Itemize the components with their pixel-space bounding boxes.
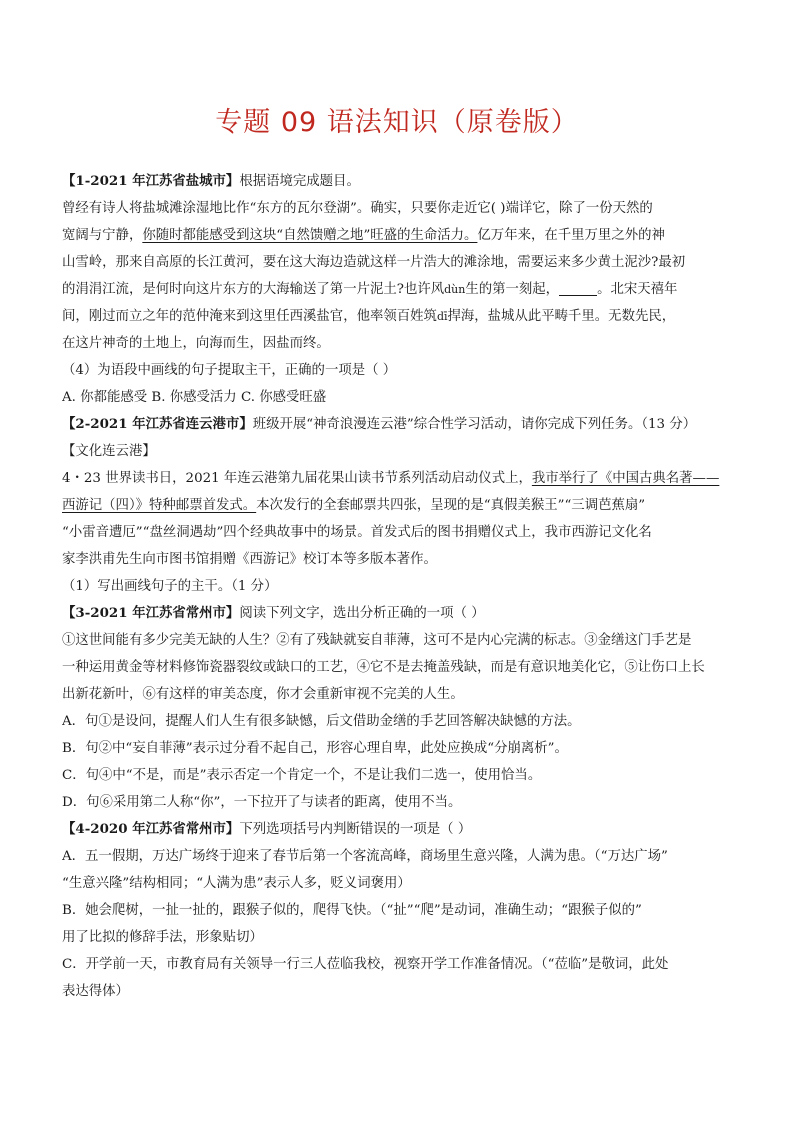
- q4-tag: 【4-2020 年江苏省常州市】: [62, 821, 240, 837]
- q4-option-c: C．开学前一天，市教育局有关领导一行三人莅临我校，视察开学工作准备情况。（“莅临”是敬词，此处: [62, 957, 669, 972]
- q2-passage-line: “小雷音遭厄”“盘丝洞遇劫”四个经典故事中的场景。首发式后的图书捐赠仪式上，我市西游记文化名: [62, 525, 652, 540]
- q2-text: 本次发行的全套邮票共四张，呈现的是“真假美猴王”“三调芭蕉扇”: [256, 498, 646, 513]
- q2-passage-line: [62, 465, 734, 492]
- q1-text: 的涓涓江流，是何时向这片东方的大海输送了第一片泥土?也许风: [62, 282, 445, 297]
- q4-option-b-cont: 用了比拟的修辞手法，形象贴切）: [62, 930, 263, 945]
- q3-option-a: A．句①是设问，提醒人们人生有很多缺憾，后文借助金缮的手艺回答解决缺憾的方法。: [62, 714, 581, 729]
- q4-option-b: B．她会爬树，一扯一扯的，跟猴子似的，爬得飞快。（“扯”“爬”是动词，准确生动；“跟猴子似的”: [62, 903, 642, 918]
- q1-subquestion: （4）为语段中画线的句子提取主干，正确的一项是（ ）: [62, 363, 397, 378]
- q2-intro: 班级开展“神奇浪漫连云港”综合性学习活动，请你完成下列任务。（13 分）: [252, 417, 697, 432]
- q3-option-b: B．句②中“妄自菲薄”表示过分看不起自己，形容心理自卑，此处应换成“分崩离析”。: [62, 741, 568, 756]
- page-title: 专题 09 语法知识（原卷版）: [215, 107, 579, 138]
- pinyin-annotation: dùn: [444, 283, 466, 296]
- q3-intro: 阅读下列文字，选出分析正确的一项（ ）: [239, 606, 485, 621]
- q1-passage-line: [62, 276, 734, 303]
- q2-tag: 【2-2021 年江苏省连云港市】: [62, 416, 253, 432]
- q1-text: 捍海，盐城从此平畴千里。无数先民，: [447, 309, 676, 324]
- q2-section-title: 【文化连云港】: [62, 444, 156, 459]
- q4-header: [62, 816, 734, 843]
- q2-underlined-sentence: 我市举行了《中国古典名著——: [531, 471, 720, 486]
- q4-intro: 下列选项括号内判断错误的一项是（ ）: [239, 822, 472, 837]
- q1-underlined-sentence: 你随时都能感受到这块“自然馈赠之地”旺盛的生命活力。: [142, 228, 478, 243]
- q1-header: [62, 168, 734, 195]
- q1-passage-line: 山雪岭，那来自高原的长江黄河，要在这大海边造就这样一片浩大的滩涂地，需要运来多少黄土泥沙?最初: [62, 255, 686, 270]
- q1-passage-line: [62, 222, 734, 249]
- fill-blank[interactable]: [559, 280, 597, 296]
- q2-passage-line: 家李洪甫先生向市图书馆捐赠《西游记》校订本等多版本著作。: [62, 552, 437, 567]
- q4-option-c-cont: 表达得体）: [62, 984, 129, 999]
- q4-option-a-cont: “生意兴隆”结构相同；“人满为患”表示人多，贬义词褒用）: [62, 876, 411, 891]
- q2-underlined-sentence: 西游记（四）》特种邮票首发式。: [62, 498, 257, 513]
- q1-text: 生的第一刻起，: [465, 282, 560, 297]
- q2-text: 4・23 世界读书日，2021 年连云港第九届花果山读书节系列活动启动仪式上，: [62, 471, 532, 486]
- q1-text: 间，刚过而立之年的范仲淹来到这里任西溪盐官，他率领百姓筑: [62, 309, 437, 324]
- q3-header: [62, 600, 734, 627]
- q3-passage-line: 一种运用黄金等材料修饰瓷器裂纹或缺口的工艺，④它不是去掩盖残缺，而是有意识地美化它，⑤让伤口上长: [62, 660, 705, 675]
- q1-options: A. 你都能感受 B. 你感受活力 C. 你感受旺盛: [62, 390, 327, 405]
- q1-tag: 【1-2021 年江苏省盐城市】: [62, 173, 240, 189]
- q3-passage-line: ①这世间能有多少完美无缺的人生？②有了残缺就妄自菲薄，这可不是内心完满的标志。③金缮这门手艺是: [62, 633, 692, 648]
- q3-option-d: D．句⑥采用第二人称“你”，一下拉开了与读者的距离，使用不当。: [62, 795, 462, 810]
- q1-text: 。北宋天禧年: [597, 282, 678, 297]
- q2-passage-line: [62, 492, 734, 519]
- q1-passage-line: 在这片神奇的土地上，向海而生，因盐而终。: [62, 336, 330, 351]
- q2-subquestion: （1）写出画线句子的主干。（1 分）: [62, 579, 278, 594]
- q1-intro: 根据语境完成题目。: [239, 174, 360, 189]
- q1-passage-line: 曾经有诗人将盐城滩涂湿地比作“东方的瓦尔登湖”。确实，只要你走近它( )端详它，除了一份天然的: [62, 201, 653, 216]
- q3-option-c: C．句④中“不是，而是”表示否定一个肯定一个，不是让我们二选一，使用恰当。: [62, 768, 542, 783]
- pinyin-annotation: dī: [436, 310, 448, 323]
- document-body: [62, 168, 734, 1005]
- q3-passage-line: 出新花新叶，⑥有这样的审美态度，你才会重新审视不完美的人生。: [62, 687, 464, 702]
- q1-text: 亿万年来，在千里万里之外的神: [477, 228, 665, 243]
- q1-text: 宽阔与宁静，: [62, 228, 143, 243]
- q2-header: [62, 411, 734, 438]
- q3-tag: 【3-2021 年江苏省常州市】: [62, 605, 240, 621]
- q4-option-a: A．五一假期，万达广场终于迎来了春节后第一个客流高峰，商场里生意兴隆，人满为患。（“万达广场”: [62, 849, 668, 864]
- q1-passage-line: [62, 303, 734, 330]
